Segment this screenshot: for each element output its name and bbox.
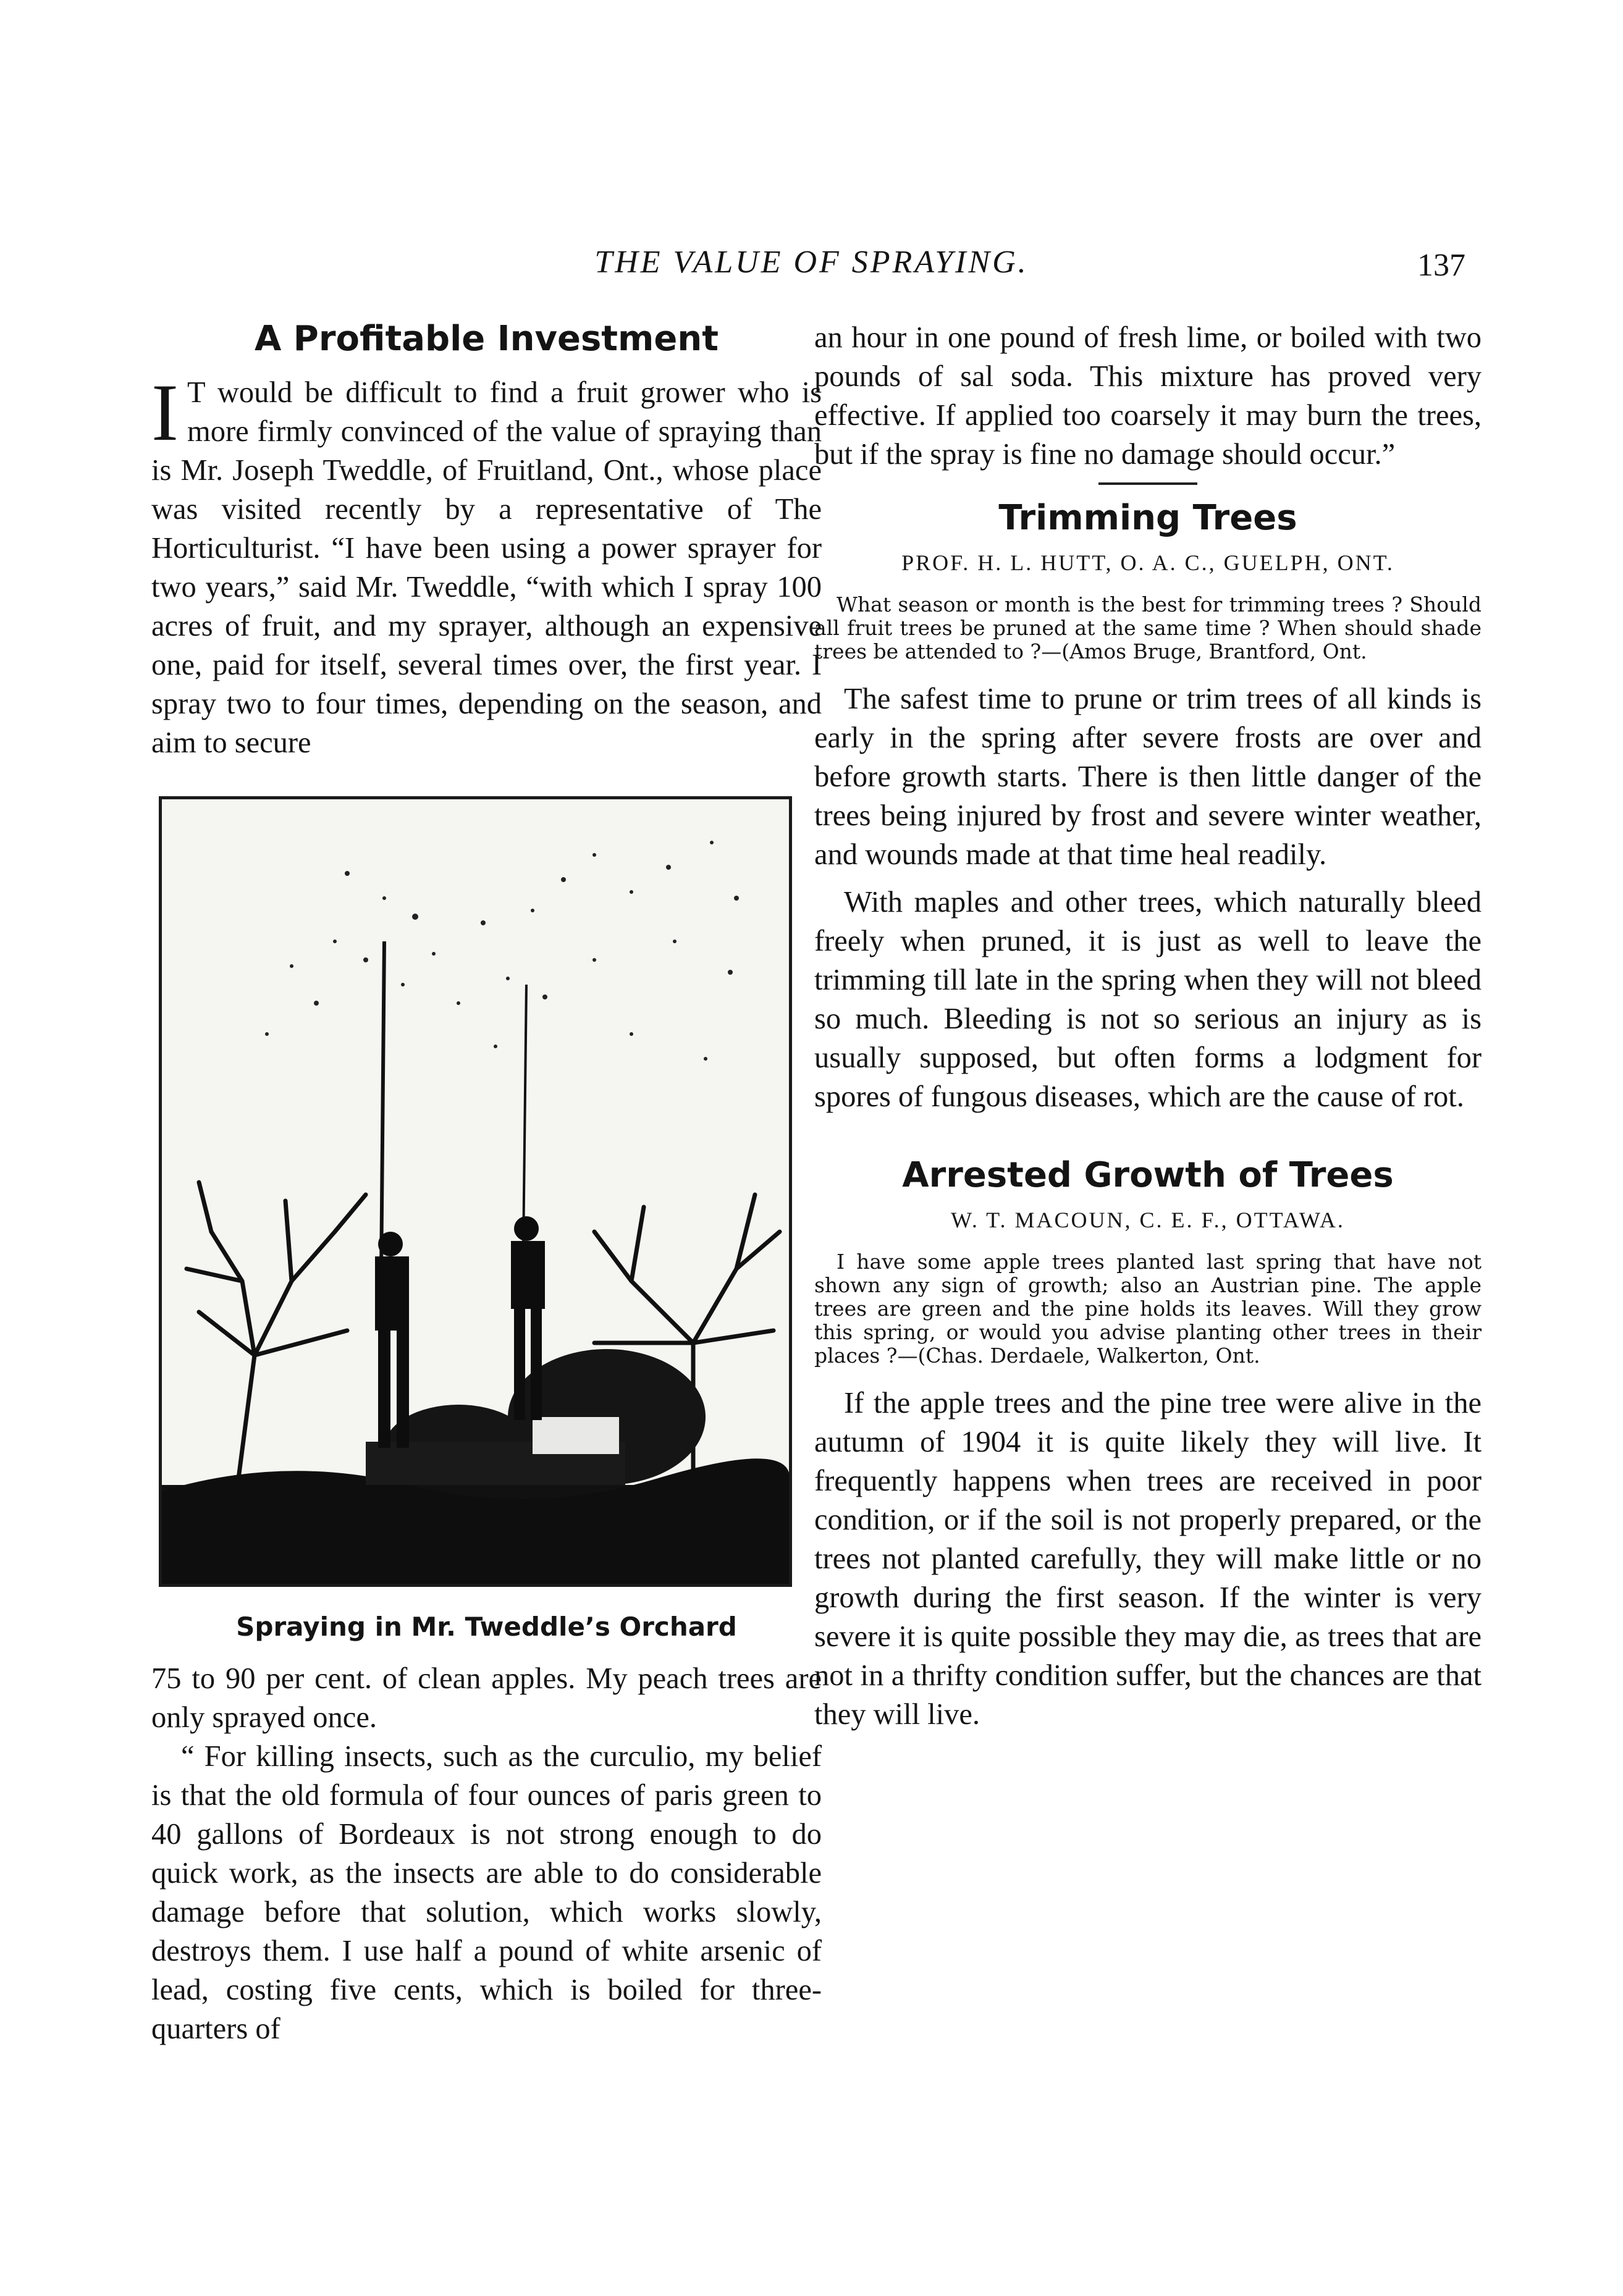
article-paragraph: an hour in one pound of fresh lime, or boiled with two pounds of sal soda. This mixture has proved very effective. If applied too coarsely it may burn the trees, but if the spray is fine no damage should occur.” — [814, 321, 1482, 471]
section-trimming-trees — [814, 497, 1482, 1116]
orchard-illustration — [162, 799, 789, 1584]
article-continuation — [814, 318, 1482, 474]
section-arrested-growth — [814, 1154, 1482, 1734]
section-byline: W. T. MACOUN, C. E. F., OTTAWA. — [951, 1208, 1345, 1233]
article-paragraph: 75 to 90 per cent. of clean apples. My peach trees are only sprayed once. — [151, 1662, 822, 1735]
article-paragraph: If the apple trees and the pine tree were alive in the autumn of 1904 it is quite likely they will live. It frequently happens when trees are received in poor condition, or if the soil is not properly prepared, or the trees not planted carefully, they will make little or no growth during the first season. If the winter is very severe it is quite possible they may die, as trees that are not in a thrifty condition suffer, but the chances are that they will live. — [814, 1387, 1482, 1731]
section-body — [814, 1384, 1482, 1734]
article-heading-profitable-investment: A Profitable Investment — [254, 319, 719, 359]
reader-question: I have some apple trees planted last spring that have not shown any sign of growth; also an Austrian pine. The apple trees are green and the pine holds its leaves. Will they grow this spring, or would you advise planting other trees in their places ?—(Chas. Derdaele, Walkerton, Ont. — [814, 1250, 1482, 1368]
section-body — [814, 679, 1482, 1116]
section-divider — [1098, 482, 1197, 485]
paragraph-text: T would be difficult to find a fruit grower who is more firmly convinced of the value of spraying than is Mr. Joseph Tweddle, of Fruitland, Ont., whose place was visited recently by a representative of The Horticulturist. “I have been using a power sprayer for two years,” said Mr. Tweddle, “with which I spray 100 acres of fruit, and my sprayer, although an expensive one, paid for itself, several times over, the first year. I spray two to four times, depending on the season, and aim to secure — [151, 376, 822, 760]
article-body-part1 — [151, 367, 822, 762]
photo-caption: Spraying in Mr. Tweddle’s Orchard — [236, 1612, 737, 1642]
running-head: THE VALUE OF SPRAYING. — [594, 245, 1029, 280]
section-heading: Arrested Growth of Trees — [902, 1155, 1394, 1196]
section-byline: PROF. H. L. HUTT, O. A. C., GUELPH, ONT. — [901, 550, 1394, 576]
right-column — [814, 318, 1482, 1734]
article-paragraph: The safest time to prune or trim trees of all kinds is early in the spring after severe frosts are over and before growth starts. There is then little danger of the trees being injured by frost and severe winter weather, and wounds made at that time heal readily. — [814, 683, 1482, 872]
article-paragraph — [151, 367, 822, 762]
article-paragraph: “ For killing insects, such as the curculio, my belief is that the old formula of four ounces of paris green to 40 gallons of Bordeaux is not strong enough to do quick work, as the insects are able to do considerable damage before that solution, which works slowly, destroys them. I use half a pound of white arsenic of lead, costing five cents, which is boiled for three-quarters of — [151, 1740, 822, 2046]
left-column — [151, 318, 822, 2048]
article-body-part2 — [151, 1659, 822, 2048]
section-heading: Trimming Trees — [998, 498, 1297, 538]
orchard-photo — [159, 796, 792, 1587]
reader-question: What season or month is the best for trimming trees ? Should all fruit trees be pruned at the same time ? When should shade trees be attended to ?—(Amos Bruge, Brantford, Ont. — [814, 592, 1482, 664]
article-paragraph: With maples and other trees, which naturally bleed freely when pruned, it is just as well to leave the trimming till late in the spring when they will not bleed so much. Bleeding is not so serious an injury as is usually supposed, but often forms a lodgment for spores of fungous diseases, which are the cause of rot. — [814, 886, 1482, 1114]
drop-cap: I — [151, 367, 179, 458]
page-number: 137 — [1417, 248, 1465, 283]
